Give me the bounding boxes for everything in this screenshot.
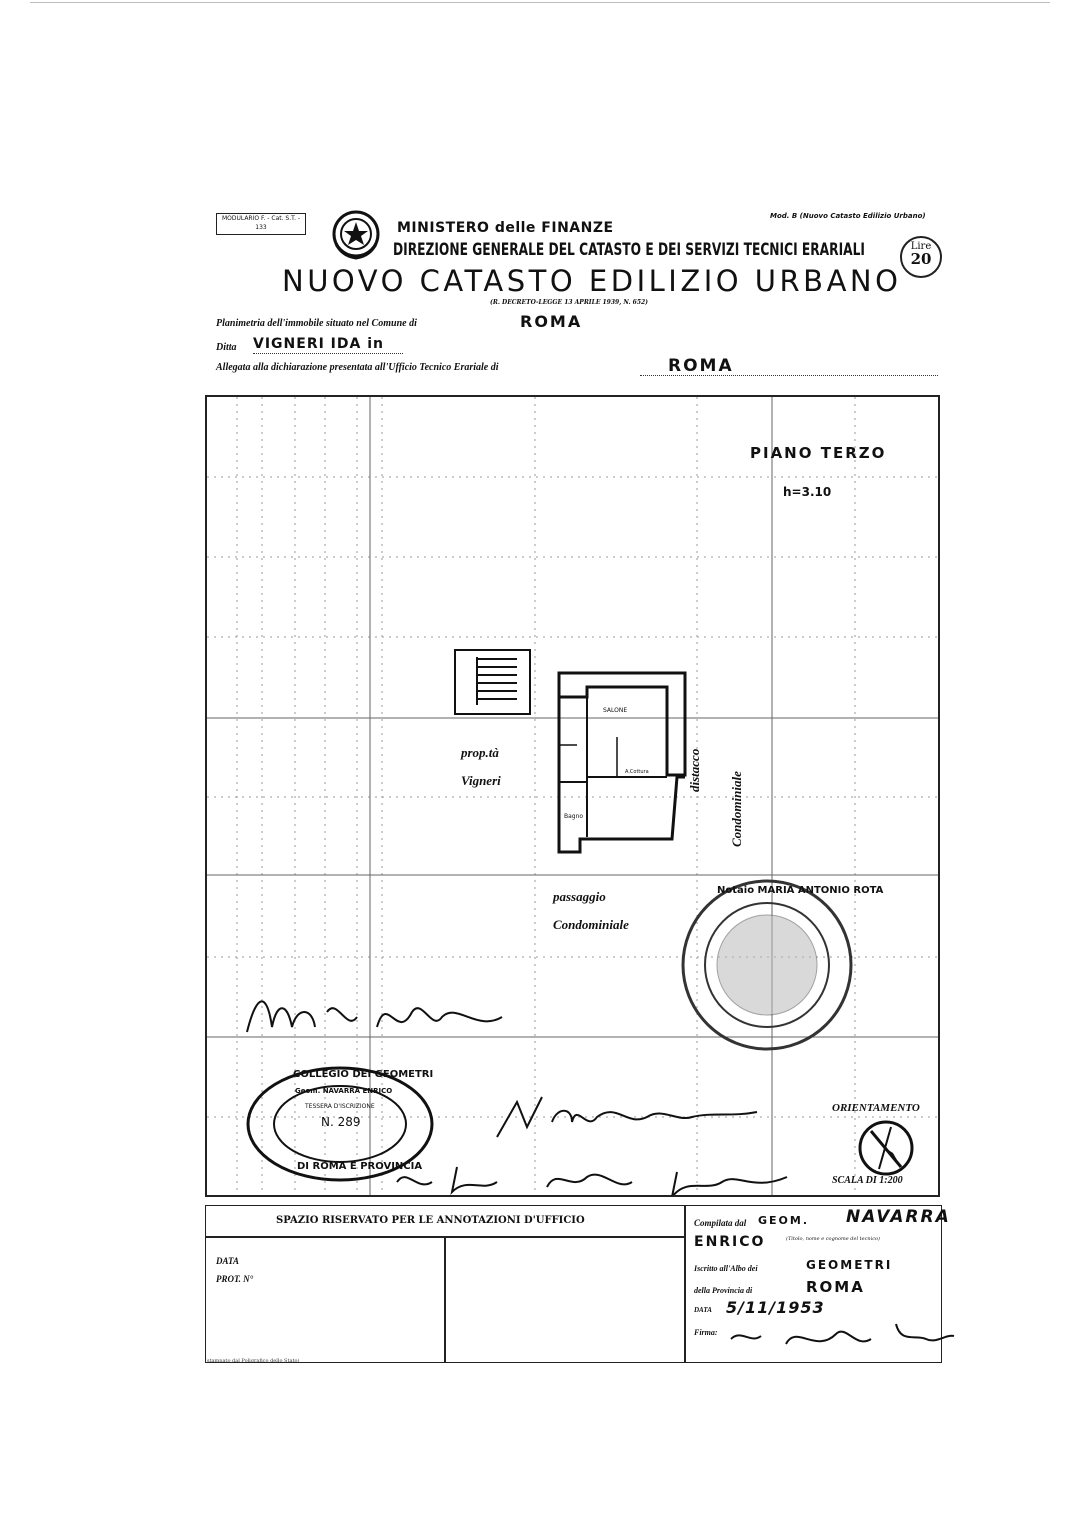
ditta-dotted-line <box>253 352 403 354</box>
notary-stamp-text: Notaio MARIA ANTONIO ROTA <box>717 885 884 896</box>
firma-label: Firma: <box>694 1328 718 1337</box>
room-cucina: A.Cottura <box>625 769 649 775</box>
lire-badge <box>900 236 942 278</box>
lire-label: Lire <box>910 241 932 252</box>
provincia-label: della Provincia di <box>694 1286 753 1295</box>
planimetria-label: Planimetria dell'immobile situato nel Comune di <box>216 318 417 329</box>
main-title: NUOVO CATASTO EDILIZIO URBANO <box>282 264 902 298</box>
allegata-label: Allegata alla dichiarazione presentata all'Ufficio Tecnico Erariale di <box>216 362 499 373</box>
modulario-stamp <box>216 213 306 235</box>
room-bagno: Bagno <box>564 813 584 820</box>
signature-technician <box>726 1314 956 1360</box>
signature-owner <box>237 982 517 1052</box>
neighbor-label-2: Vigneri <box>461 773 501 788</box>
prot-label: PROT. N° <box>216 1274 254 1284</box>
room-salone: SALONE <box>603 707 628 714</box>
provincia-value: ROMA <box>806 1278 865 1296</box>
compilatore-title: GEOM. <box>758 1214 810 1227</box>
compilatore-surname: NAVARRA <box>846 1207 951 1227</box>
geometri-stamp-name: Geom. NAVARRA ENRICO <box>295 1087 393 1095</box>
geometri-stamp-top: COLLEGIO DEI GEOMETRI <box>293 1069 434 1080</box>
ditta-value: VIGNERI IDA in <box>253 336 384 352</box>
signature-technician-plan <box>387 1152 807 1197</box>
data-field-label: DATA <box>694 1306 712 1314</box>
compilatore-note: (Titolo, nome e cognome del tecnico) <box>786 1236 880 1242</box>
orientation-label: ORIENTAMENTO <box>832 1102 920 1114</box>
height-label: h=3.10 <box>783 485 832 499</box>
albo-value: GEOMETRI <box>806 1258 893 1272</box>
compilata-label: Compilata dal <box>694 1218 747 1228</box>
office-reserved-title: SPAZIO RISERVATO PER LE ANNOTAZIONI D'UFFICIO <box>276 1215 585 1226</box>
compass-icon <box>857 1119 915 1177</box>
iscritto-label: Iscritto all'Albo dei <box>694 1264 758 1273</box>
notary-stamp-icon <box>677 875 857 1055</box>
neighbor-label-1: prop.tà <box>461 745 499 760</box>
apartment-walls <box>559 673 685 852</box>
notary-stamp <box>677 875 884 1055</box>
decree-ref: (R. DECRETO-LEGGE 13 APRILE 1939, N. 652) <box>490 299 649 306</box>
passaggio-label-2: Condominiale <box>553 917 629 932</box>
geometri-stamp <box>245 1065 435 1183</box>
stairwell <box>455 650 530 714</box>
ufficio-value: ROMA <box>668 356 734 376</box>
ditta-label: Ditta <box>216 342 237 353</box>
modulario-stamp-text: MODULARIO F. - Cat. S.T. - 133 <box>221 215 301 231</box>
footer-divider-v <box>684 1206 686 1362</box>
signature-witness <box>487 1087 767 1147</box>
geometri-stamp-bottom: DI ROMA E PROVINCIA <box>297 1161 423 1172</box>
data-label: DATA <box>216 1256 240 1266</box>
geometri-stamp-tessera: TESSERA D'ISCRIZIONE <box>305 1103 375 1110</box>
compilatore-name: ENRICO <box>694 1234 766 1250</box>
comune-value: ROMA <box>520 312 583 331</box>
plan-frame <box>205 395 940 1197</box>
floor-label: PIANO TERZO <box>750 444 887 462</box>
bottom-print-note: (stampato dal Poligrafico dello Stato) <box>205 1358 300 1364</box>
office-annotations-box <box>205 1205 951 1363</box>
model-ref: Mod. B (Nuovo Catasto Edilizio Urbano) <box>770 212 926 220</box>
scan-top-line <box>30 2 1050 3</box>
ministry-name: MINISTERO delle FINANZE <box>397 220 614 236</box>
footer-divider-v2 <box>444 1236 446 1362</box>
scale-label: SCALA DI 1:200 <box>832 1175 903 1186</box>
data-value: 5/11/1953 <box>726 1298 825 1317</box>
direction-name: DIREZIONE GENERALE DEL CATASTO E DEI SERVIZI TECNICI ERARIALI <box>393 240 865 260</box>
distacco-label-1: distacco <box>687 748 702 792</box>
passaggio-label-1: passaggio <box>553 889 606 904</box>
emblem-icon <box>330 208 382 260</box>
geometri-stamp-number: N. 289 <box>321 1115 361 1129</box>
lire-value: 20 <box>910 250 932 268</box>
distacco-label-2: Condominiale <box>729 771 744 847</box>
